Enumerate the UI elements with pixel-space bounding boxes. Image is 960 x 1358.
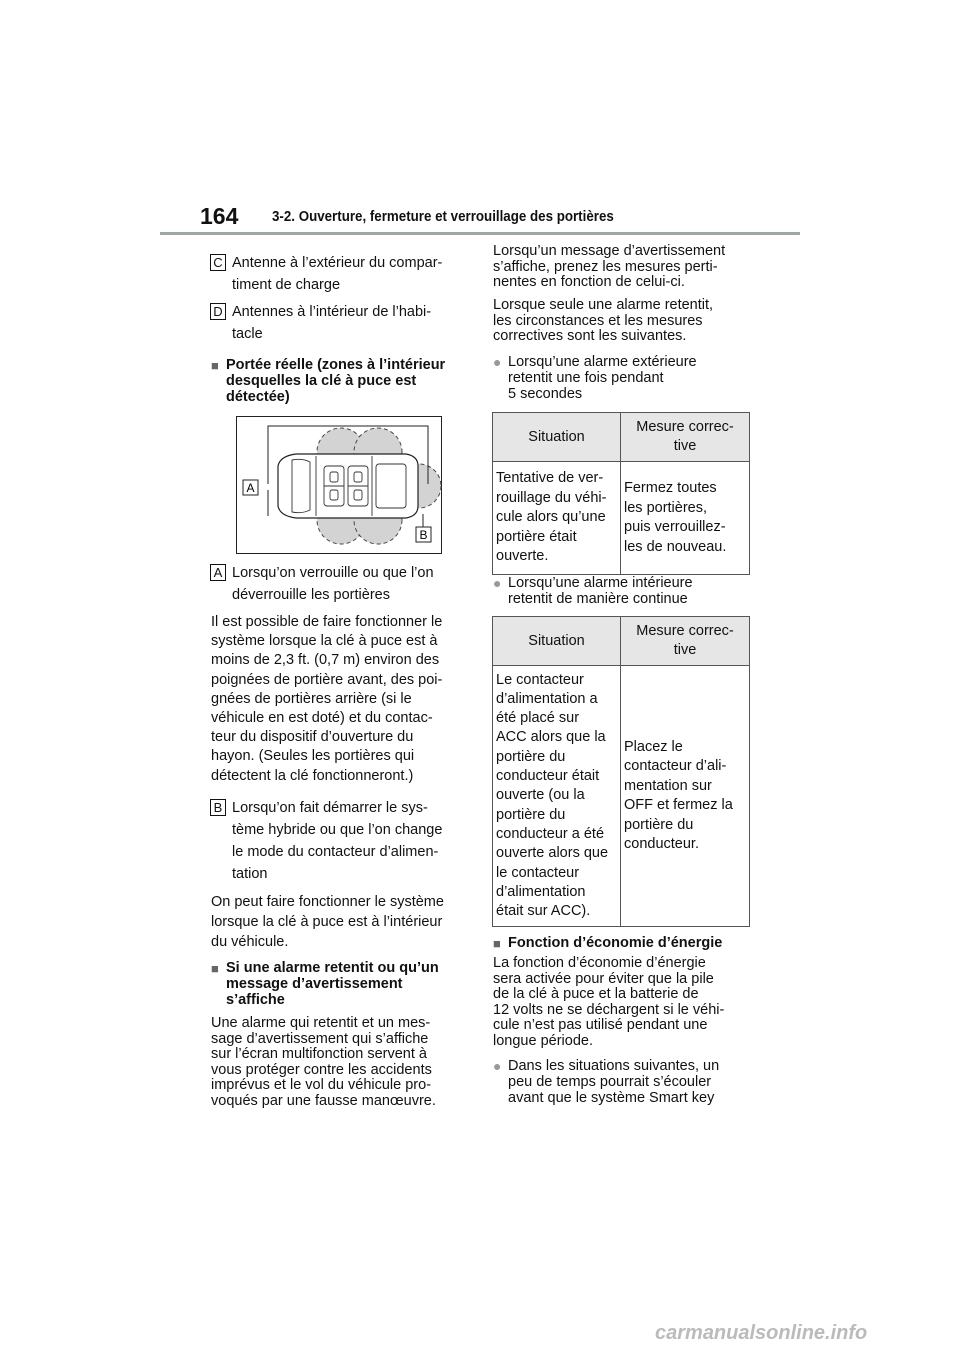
heading-energy-line1: Fonction d’économie d’énergie: [508, 935, 723, 951]
item-a-line1: Lorsqu’on verrouille ou que l’on: [232, 565, 434, 581]
cell-line: ouverte alors que: [496, 845, 609, 862]
heading-alarm-line2: message d’avertissement: [226, 976, 403, 992]
bullet-line: Lorsqu’une alarme intérieure: [508, 575, 693, 591]
bullet-energy: [493, 1058, 719, 1106]
figure-label-a: A: [246, 481, 255, 495]
para-line: correctives sont les suivantes.: [493, 328, 687, 344]
paragraph-energy: [493, 956, 724, 1049]
cell-line: portière du: [624, 816, 694, 833]
bullet-line: retentit de manière continue: [508, 591, 688, 607]
cell-line: mentation sur: [624, 777, 712, 794]
cell-line: été placé sur: [496, 710, 580, 727]
table-row: [493, 666, 750, 927]
cell-situation: [493, 462, 621, 575]
cell-line: Fermez toutes: [624, 480, 717, 496]
cell-line: Placez le: [624, 738, 683, 755]
header-situation: Situation: [493, 413, 621, 462]
cell-line: ouverte.: [496, 548, 549, 565]
header-mesure: [621, 617, 750, 666]
cell-line: ouverte (ou la: [496, 787, 585, 804]
cell-line: portière était: [496, 528, 577, 545]
cell-mesure: [621, 666, 750, 927]
cell-line: les de nouveau.: [624, 538, 727, 555]
bullet-line: retentit une fois pendant: [508, 370, 664, 386]
bullet-line: 5 secondes: [508, 386, 583, 402]
bullet-line: Dans les situations suivantes, un: [508, 1058, 720, 1074]
paragraph-alarm: [211, 1016, 436, 1109]
label-c: C: [210, 254, 226, 271]
item-c-line1: Antenne à l’extérieur du compar-: [232, 255, 443, 271]
para-line: lorsque la clé à puce est à l’intérieur: [211, 914, 443, 930]
cell-line: portière du: [496, 806, 566, 823]
header-mesure-line2: tive: [673, 642, 697, 658]
table-exterior-alarm: [492, 412, 750, 575]
figure-label-b: B: [419, 528, 428, 542]
para-line: détectent la clé fonctionneront.): [211, 767, 414, 784]
bullet-line: Lorsqu’une alarme extérieure: [508, 354, 697, 370]
para-line: gnées de portières arrière (si le: [211, 690, 412, 707]
cell-line: Tentative de ver-: [496, 470, 604, 487]
smart-key-range-diagram: [236, 416, 442, 554]
para-line: sera activée pour éviter que la pile: [493, 970, 714, 987]
item-b: [210, 797, 442, 885]
cell-line: d’alimentation a: [496, 690, 598, 707]
label-b: B: [210, 799, 226, 816]
page-number: 164: [200, 203, 239, 229]
header-situation: Situation: [493, 617, 621, 666]
para-line: moins de 2,3 ft. (0,7 m) environ des: [211, 652, 440, 669]
paragraph-inside: [211, 892, 444, 952]
para-line: Il est possible de faire fonctionner le: [211, 614, 443, 630]
cell-line: conducteur était: [496, 768, 600, 785]
cell-line: d’alimentation: [496, 883, 586, 900]
cell-line: contacteur d’ali-: [624, 758, 727, 774]
item-b-line: tème hybride ou que l’on change: [232, 822, 443, 838]
item-b-line: le mode du contacteur d’alimen-: [232, 844, 439, 860]
cell-line: les portières,: [624, 499, 708, 516]
para-line: de la clé à puce et la batterie de: [493, 986, 699, 1002]
para-line: sur l’écran multifonction servent à: [211, 1046, 427, 1062]
para-line: poignées de portière avant, des poi-: [211, 671, 443, 688]
heading-alarm-line3: s’affiche: [226, 992, 285, 1008]
bullet-line: avant que le système Smart key: [508, 1090, 715, 1106]
para-line: système lorsque la clé à puce est à: [211, 633, 438, 650]
para-line: La fonction d’économie d’énergie: [493, 955, 706, 971]
paragraph-range: [211, 613, 442, 786]
paragraph-message: [493, 244, 725, 291]
table-header-row: [493, 413, 750, 462]
cell-line: portière du: [496, 748, 566, 765]
header-mesure-line1: Mesure correc-: [636, 623, 734, 639]
label-d: D: [210, 303, 226, 320]
square-bullet-icon: ■: [211, 358, 219, 373]
para-line: voqués par une fausse manœuvre.: [211, 1092, 436, 1109]
cell-mesure: [621, 462, 750, 575]
item-a-line2: déverrouille les portières: [232, 587, 390, 603]
heading-energy: [493, 935, 722, 951]
cell-line: le contacteur: [496, 864, 580, 881]
para-line: sage d’avertissement qui s’affiche: [211, 1030, 429, 1047]
heading-range: [211, 357, 445, 405]
square-bullet-icon: ■: [211, 961, 219, 976]
para-line: nentes en fonction de celui-ci.: [493, 274, 685, 290]
cell-line: OFF et fermez la: [624, 797, 733, 813]
para-line: cule n’est pas utilisé pendant une: [493, 1017, 708, 1033]
para-line: du véhicule.: [211, 934, 289, 950]
bullet-line: peu de temps pourrait s’écouler: [508, 1074, 712, 1090]
label-a: A: [210, 564, 226, 581]
para-line: les circonstances et les mesures: [493, 312, 703, 329]
item-b-line: Lorsqu’on fait démarrer le sys-: [232, 800, 428, 816]
square-bullet-icon: ■: [493, 936, 501, 951]
cell-situation: [493, 666, 621, 927]
section-title: 3-2. Ouverture, fermeture et verrouillage des portières: [272, 209, 614, 225]
item-c: [210, 252, 442, 296]
cell-line: conducteur.: [624, 836, 699, 852]
para-line: Lorsque seule une alarme retentit,: [493, 297, 714, 313]
watermark: carmanualsonline.info: [655, 1322, 868, 1344]
item-a: [210, 562, 434, 606]
heading-alarm: [211, 960, 439, 1008]
bullet-icon: ●: [493, 575, 502, 591]
cell-line: conducteur a été: [496, 825, 605, 842]
cell-line: ACC alors que la: [496, 729, 606, 746]
para-line: Lorsqu’un message d’avertissement: [493, 243, 726, 259]
para-line: longue période.: [493, 1032, 593, 1049]
para-line: hayon. (Seules les portières qui: [211, 748, 415, 765]
bullet-icon: ●: [493, 354, 502, 370]
table-interior-alarm: [492, 616, 750, 927]
para-line: imprévus et le vol du véhicule pro-: [211, 1077, 432, 1093]
header-mesure-line2: tive: [673, 438, 697, 454]
para-line: vous protéger contre les accidents: [211, 1061, 432, 1078]
bullet-interior-alarm: [493, 575, 693, 607]
cell-line: puis verrouillez-: [624, 519, 726, 535]
heading-range-line3: détectée): [226, 389, 290, 405]
header-mesure: [621, 413, 750, 462]
item-d: [210, 301, 431, 345]
bullet-exterior-alarm: [493, 354, 697, 402]
header-mesure-line1: Mesure correc-: [636, 419, 734, 435]
heading-alarm-line1: Si une alarme retentit ou qu’un: [226, 960, 439, 976]
item-d-line2: tacle: [232, 326, 263, 342]
para-line: teur du dispositif d’ouverture du: [211, 729, 414, 746]
bullet-icon: ●: [493, 1058, 502, 1074]
cell-line: cule alors qu’une: [496, 509, 606, 526]
para-line: Une alarme qui retentit et un mes-: [211, 1015, 431, 1031]
paragraph-alarm-only: [493, 298, 713, 345]
table-header-row: [493, 617, 750, 666]
para-line: 12 volts ne se déchargent si le véhi-: [493, 1001, 725, 1018]
header-rule: [160, 232, 800, 235]
para-line: véhicule en est doté) et du contac-: [211, 710, 433, 727]
cell-line: rouillage du véhi-: [496, 489, 607, 506]
item-b-line: tation: [232, 866, 268, 882]
item-d-line1: Antennes à l’intérieur de l’habi-: [232, 304, 432, 320]
table-row: [493, 462, 750, 575]
para-line: s’affiche, prenez les mesures perti-: [493, 258, 718, 275]
cell-line: Le contacteur: [496, 671, 584, 688]
heading-range-line1: Portée réelle (zones à l’intérieur: [226, 357, 446, 373]
cell-line: était sur ACC).: [496, 903, 591, 920]
item-c-line2: timent de charge: [232, 277, 341, 293]
heading-range-line2: desquelles la clé à puce est: [226, 373, 417, 389]
para-line: On peut faire fonctionner le système: [211, 894, 444, 910]
